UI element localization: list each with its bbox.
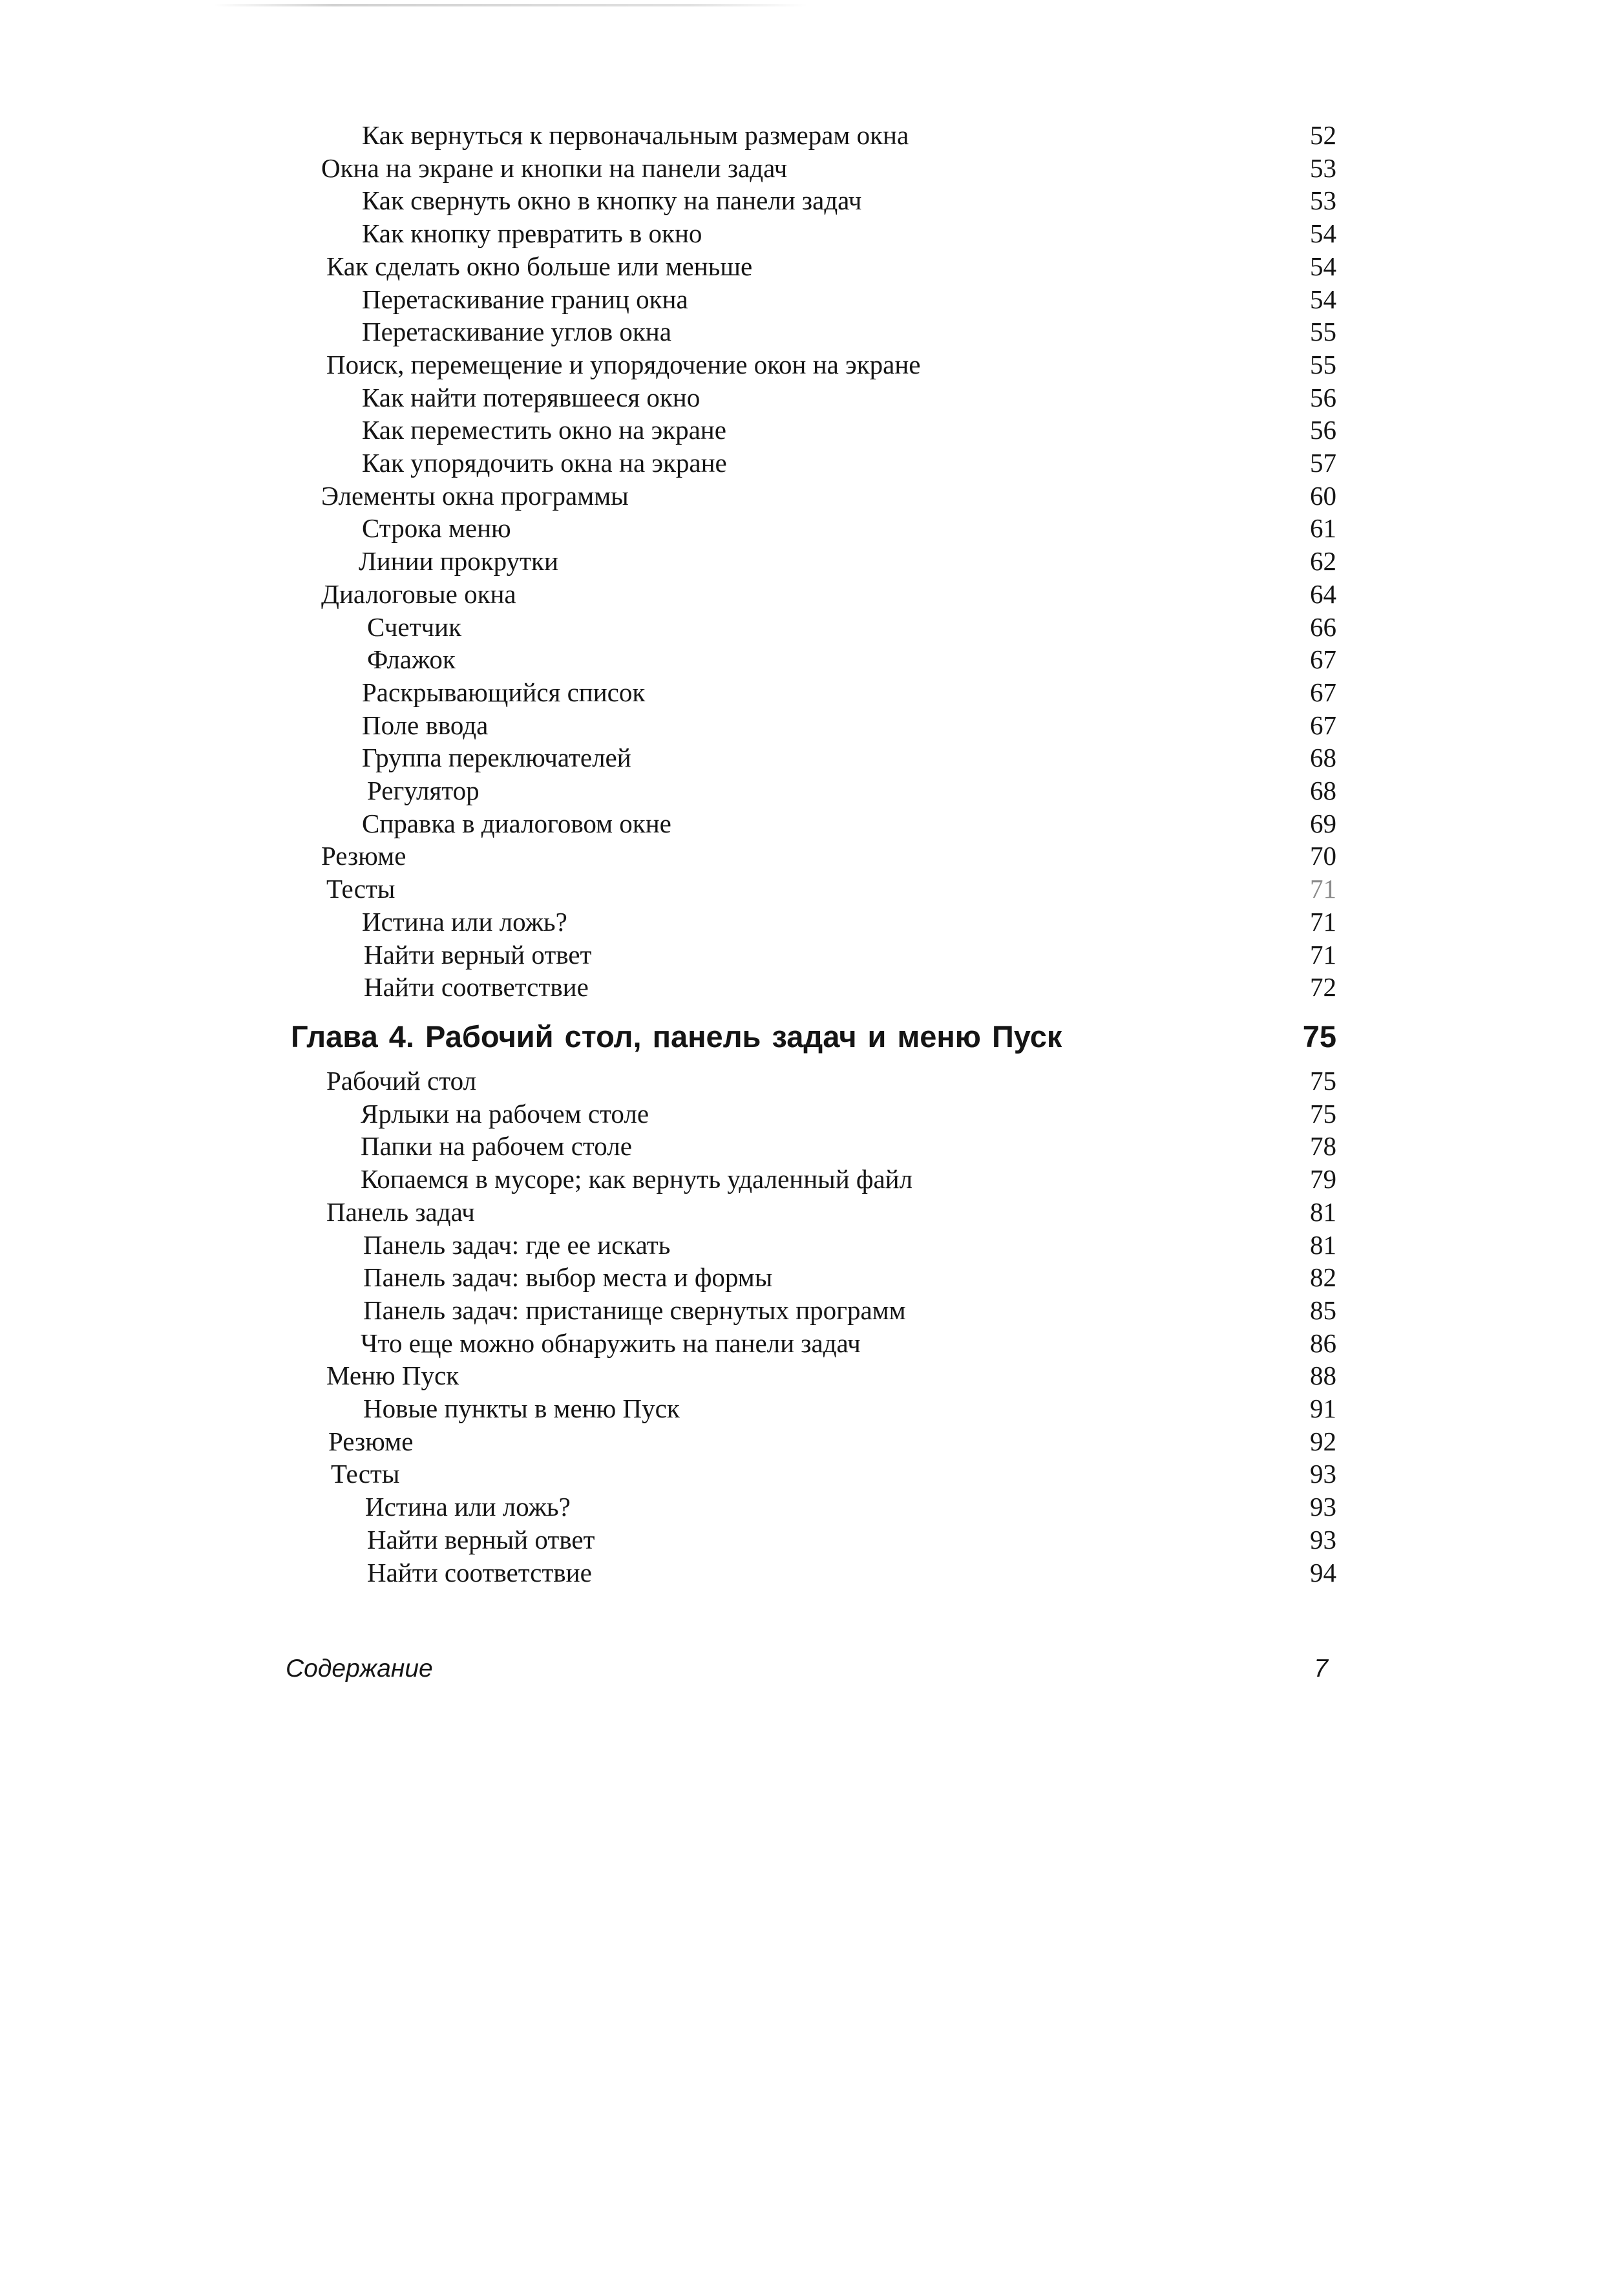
toc-entry-page-number: 93 [1310,1459,1336,1489]
toc-entry-title: Панель задач [326,1197,475,1227]
toc-entry [0,1523,1624,1556]
toc-entry [0,1490,1624,1523]
toc-entry [0,1392,1624,1425]
toc-entry-page-number: 93 [1310,1525,1336,1554]
toc-entry-title: Как сделать окно больше или меньше [326,251,753,281]
toc-entry [0,249,1624,283]
toc-entry-page-number: 53 [1310,153,1336,183]
toc-entry [0,1260,1624,1294]
toc-entry [0,1457,1624,1491]
toc-entry-page-number: 71 [1310,874,1336,904]
toc-entry-title: Перетаскивание границ окна [362,284,688,314]
toc-entry [0,807,1624,840]
toc-entry-title: Перетаскивание углов окна [362,317,671,346]
toc-entry-title: Регулятор [367,776,480,805]
toc-entry-page-number: 69 [1310,809,1336,838]
toc-entry [0,446,1624,480]
toc-entry-page-number: 56 [1310,383,1336,412]
toc-entry [0,511,1624,545]
toc-entry [0,642,1624,676]
toc-entry [0,315,1624,348]
toc-entry [0,118,1624,152]
toc-entry [0,151,1624,185]
toc-entry-title: Панель задач: выбор места и формы [363,1262,773,1292]
toc-entry [0,1162,1624,1196]
footer-page-number: 7 [1314,1655,1328,1682]
toc-entry-title: Меню Пуск [326,1361,459,1390]
toc-entry-title: Как упорядочить окна на экране [362,448,727,478]
chapter-heading [0,1016,1624,1057]
toc-entry-page-number: 75 [1310,1099,1336,1129]
toc-entry-page-number: 66 [1310,612,1336,642]
toc-entry [0,413,1624,447]
toc-entry-title: Копаемся в мусоре; как вернуть удаленный файл [361,1164,913,1194]
toc-entry-title: Новые пункты в меню Пуск [363,1394,680,1423]
toc-entry-page-number: 91 [1310,1394,1336,1423]
toc-entry-title: Окна на экране и кнопки на панели задач [321,153,788,183]
toc-entry-page-number: 78 [1310,1131,1336,1161]
toc-entry-title: Как вернуться к первоначальным размерам окна [362,120,909,150]
toc-entry [0,708,1624,742]
toc-entry-page-number: 92 [1310,1427,1336,1456]
toc-entry-page-number: 54 [1310,218,1336,248]
toc-entry-title: Что еще можно обнаружить на панели задач [361,1328,861,1358]
chapter-page-number: 75 [1302,1019,1336,1054]
toc-entry [0,1556,1624,1589]
toc-entry-page-number: 64 [1310,579,1336,609]
toc-entry-page-number: 57 [1310,448,1336,478]
toc-entry-page-number: 56 [1310,415,1336,445]
toc-entry-title: Элементы окна программы [321,481,629,511]
toc-entry-title: Панель задач: пристанище свернутых программ [363,1295,906,1325]
toc-entry [0,675,1624,709]
toc-entry-title: Строка меню [362,513,511,543]
toc-entry [0,1425,1624,1458]
toc-entry-page-number: 85 [1310,1295,1336,1325]
toc-entry-page-number: 68 [1310,743,1336,772]
toc-entry-title: Поиск, перемещение и упорядочение окон на экране [326,350,921,379]
toc-entry [0,282,1624,316]
toc-entry-page-number: 60 [1310,481,1336,511]
toc-entry [0,1359,1624,1392]
toc-entry-page-number: 53 [1310,186,1336,215]
toc-entry-title: Диалоговые окна [321,579,516,609]
toc-entry [0,544,1624,578]
toc-entry-title: Найти соответствие [364,972,589,1002]
toc-entry-title: Папки на рабочем столе [361,1131,632,1161]
toc-entry-page-number: 86 [1310,1328,1336,1358]
toc-entry [0,872,1624,906]
toc-entry-page-number: 70 [1310,841,1336,871]
toc-entry-title: Истина или ложь? [362,907,567,937]
toc-entry [0,774,1624,807]
toc-entry-title: Раскрывающийся список [362,677,646,707]
toc-entry [0,1129,1624,1163]
toc-entry [0,1097,1624,1130]
toc-entry-title: Ярлыки на рабочем столе [361,1099,649,1129]
toc-entry-page-number: 54 [1310,251,1336,281]
toc-entry [0,217,1624,250]
toc-entry-page-number: 67 [1310,677,1336,707]
toc-entry [0,839,1624,873]
toc-entry-title: Тесты [326,874,395,904]
toc-entry-page-number: 93 [1310,1492,1336,1522]
toc-entry [0,1228,1624,1262]
toc-entry [0,938,1624,971]
toc-entry-page-number: 61 [1310,513,1336,543]
toc-entry-page-number: 67 [1310,644,1336,674]
toc-entry-page-number: 62 [1310,546,1336,576]
toc-entry-page-number: 79 [1310,1164,1336,1194]
toc-entry-title: Найти верный ответ [364,940,592,970]
toc-entry [0,184,1624,217]
page-footer [0,1651,1624,1687]
toc-entry [0,1064,1624,1098]
toc-entry-title: Истина или ложь? [365,1492,571,1522]
toc-entry-page-number: 55 [1310,317,1336,346]
toc-entry-page-number: 68 [1310,776,1336,805]
toc-entry-page-number: 94 [1310,1558,1336,1587]
toc-entry [0,741,1624,774]
toc-entry [0,577,1624,611]
chapter-title: Глава 4. Рабочий стол, панель задач и меню Пуск [291,1019,1062,1054]
toc-entry-title: Справка в диалоговом окне [362,809,671,838]
toc-entry-title: Линии прокрутки [359,546,558,576]
toc-entry [0,1293,1624,1327]
toc-entry-page-number: 71 [1310,907,1336,937]
toc-entry [0,381,1624,414]
toc-entry-page-number: 88 [1310,1361,1336,1390]
toc-entry [0,610,1624,644]
toc-entry-page-number: 67 [1310,710,1336,740]
toc-entry [0,970,1624,1004]
toc-entry-title: Поле ввода [362,710,489,740]
toc-entry [0,348,1624,381]
toc-entry-title: Группа переключателей [362,743,631,772]
toc-entry-title: Тесты [331,1459,400,1489]
toc-entry-page-number: 71 [1310,940,1336,970]
toc-entry-title: Рабочий стол [326,1066,477,1096]
toc-entry-title: Счетчик [367,612,462,642]
toc-entry-page-number: 55 [1310,350,1336,379]
toc-entry-title: Найти верный ответ [367,1525,595,1554]
toc-entry-title: Как свернуть окно в кнопку на панели задач [362,186,862,215]
toc-entry-page-number: 81 [1310,1230,1336,1260]
toc-entry-page-number: 52 [1310,120,1336,150]
toc-entry [0,1326,1624,1360]
toc-entry-title: Резюме [321,841,406,871]
toc-entry-page-number: 75 [1310,1066,1336,1096]
toc-entry-title: Как кнопку превратить в окно [362,218,702,248]
toc-entry-page-number: 81 [1310,1197,1336,1227]
toc-entry-page-number: 54 [1310,284,1336,314]
footer-title: Содержание [286,1655,433,1682]
toc-entry-page-number: 82 [1310,1262,1336,1292]
toc-entry [0,905,1624,939]
toc-entry-title: Найти соответствие [367,1558,592,1587]
toc-entry-title: Флажок [367,644,456,674]
toc-entry [0,1195,1624,1229]
toc-entry-page-number: 72 [1310,972,1336,1002]
toc-entry-title: Как переместить окно на экране [362,415,726,445]
toc-entry-title: Как найти потерявшееся окно [362,383,701,412]
toc-entry-title: Панель задач: где ее искать [363,1230,671,1260]
toc-entry [0,479,1624,513]
toc-entry-title: Резюме [328,1427,414,1456]
